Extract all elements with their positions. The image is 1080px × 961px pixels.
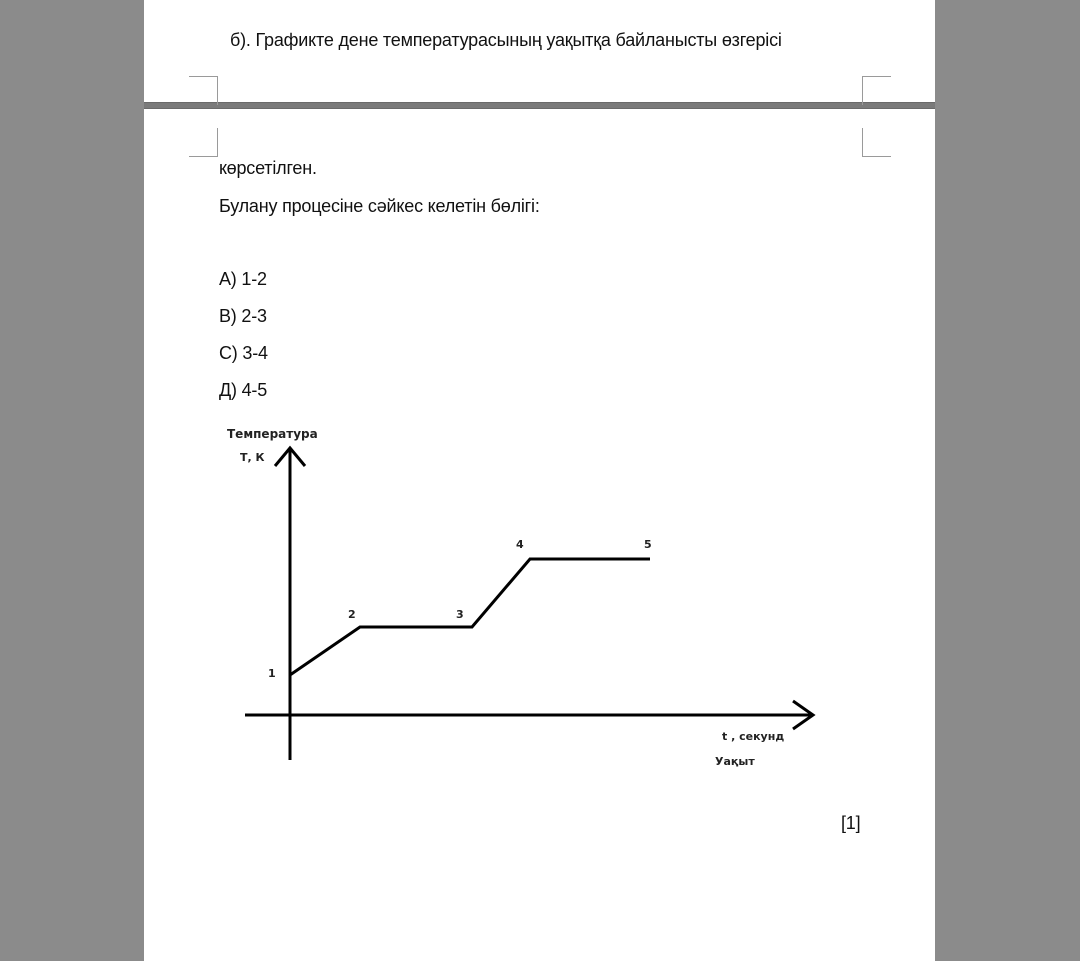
y-axis-unit-label: Т, К [240, 451, 265, 464]
score-mark: [1] [841, 813, 861, 833]
answer-option-a: А) 1-2 [219, 269, 267, 289]
point-label-3: 3 [456, 608, 464, 621]
paragraph-line-2: көрсетілген. [219, 158, 317, 178]
chart-marks [268, 538, 652, 680]
point-label-5: 5 [644, 538, 652, 551]
point-label-4: 4 [516, 538, 524, 551]
answer-option-d: Д) 4-5 [219, 380, 268, 400]
answer-option-b: В) 2-3 [219, 306, 267, 326]
answer-option-c: С) 3-4 [219, 343, 268, 363]
point-label-1: 1 [268, 667, 276, 680]
y-axis-label: Температура [227, 427, 318, 441]
x-axis-label: t , секунд [722, 730, 785, 743]
paragraph-line-1: б). Графикте дене температурасының уақытқа байланысты өзгерісі [230, 30, 782, 50]
question-text: Булану процесіне сәйкес келетін бөлігі: [219, 196, 540, 216]
x-axis-caption: Уақыт [715, 755, 755, 768]
temperature-curve [290, 559, 650, 675]
point-label-2: 2 [348, 608, 356, 621]
